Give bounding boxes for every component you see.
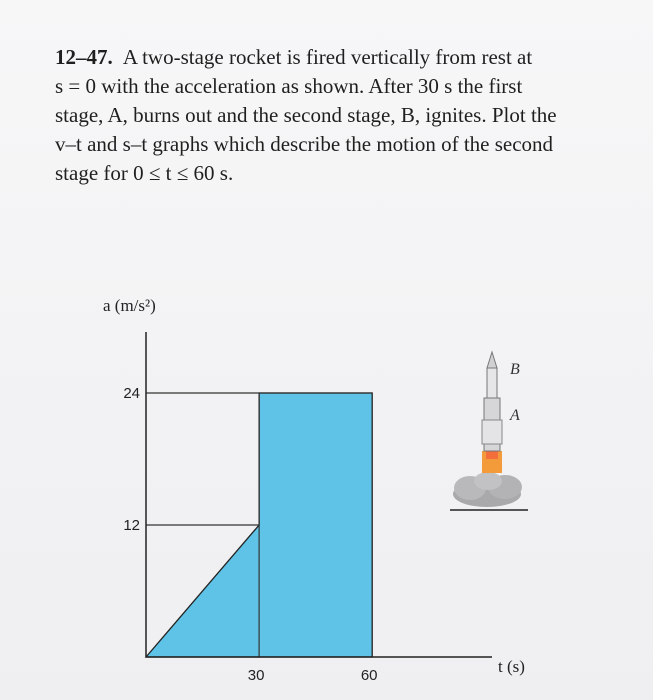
problem-text-4: v–t and s–t graphs which describe the motion of the second xyxy=(55,132,554,156)
smoke-puff-top xyxy=(474,472,502,490)
problem-number: 12–47. xyxy=(55,45,113,69)
y-tick-label-24: 24 xyxy=(123,385,140,402)
problem-text-5: stage for 0 ≤ t ≤ 60 s. xyxy=(55,161,234,185)
x-tick-label-60: 60 xyxy=(360,667,378,684)
rocket-nose-cone xyxy=(487,352,497,368)
rocket-flame-core xyxy=(486,451,498,459)
stage-b-label: B xyxy=(510,361,520,378)
stage-a-label: A xyxy=(510,407,520,424)
rocket-illustration xyxy=(450,352,528,510)
y-axis-label: a (m/s²) xyxy=(103,296,156,315)
x-tick-label-30: 30 xyxy=(247,667,265,684)
rocket-stage-a-band xyxy=(482,420,502,444)
problem-text-2: s = 0 with the acceleration as shown. After 30 s the first xyxy=(55,74,523,98)
y-tick-label-12: 12 xyxy=(123,517,140,534)
x-axis-label: t (s) xyxy=(498,657,525,676)
problem-text-1: A two-stage rocket is fired vertically from rest at xyxy=(122,45,533,69)
rocket-stage-b xyxy=(487,368,497,398)
problem-text-3: stage, A, burns out and the second stage, B, ignites. Plot the xyxy=(55,103,557,127)
